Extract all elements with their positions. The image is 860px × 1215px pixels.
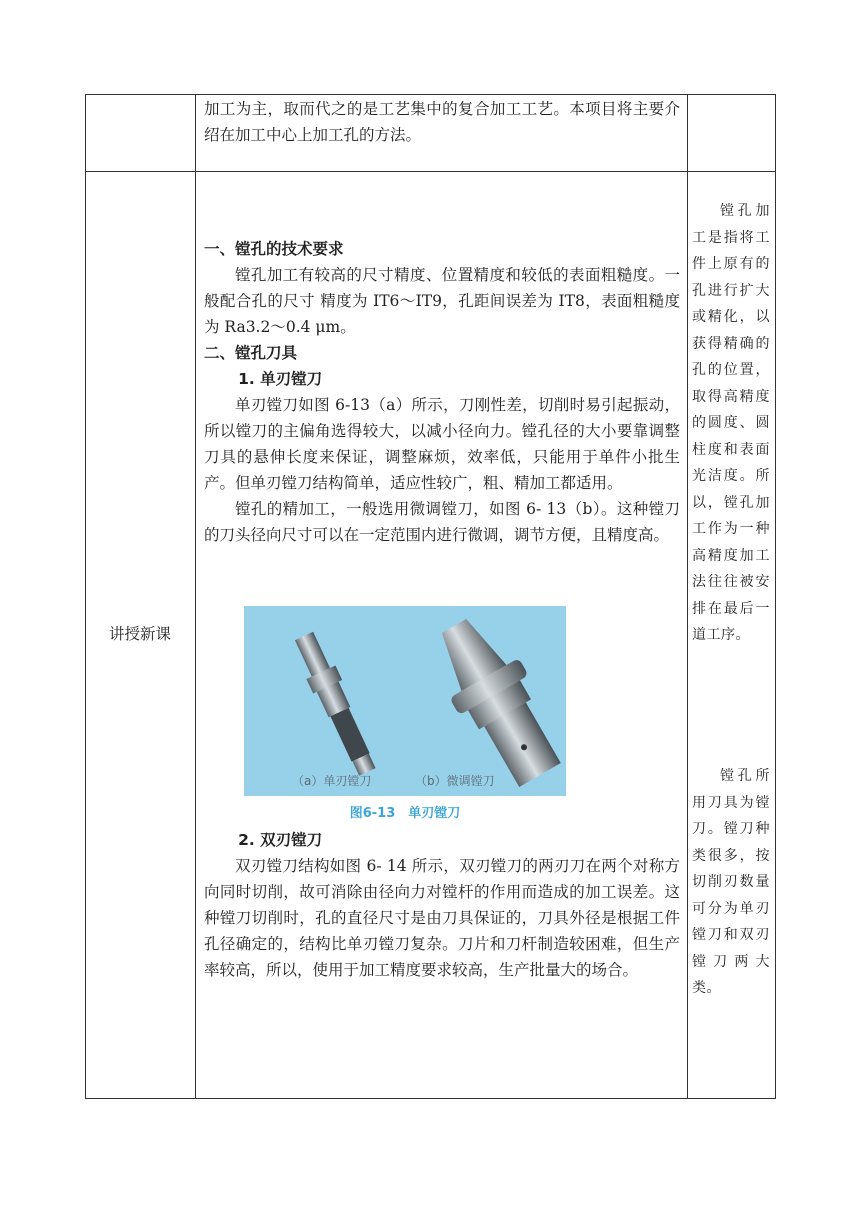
table-bottom-border xyxy=(85,1098,776,1099)
main-content-lower xyxy=(204,827,680,983)
paragraph-fine-boring: 镗孔的精加工，一般选用微调镗刀，如图 6- 13（b）。这种镗刀的刀头径向尺寸可以在一定范围内进行微调，调节方便，且精度高。 xyxy=(204,500,680,544)
table-right-border xyxy=(775,94,776,1099)
boring-tool-illustration xyxy=(244,606,566,796)
single-blade-tool xyxy=(289,629,381,778)
figure-title: 图6-13 单刃镗刀 xyxy=(349,806,461,821)
table-left-border xyxy=(85,94,86,1099)
subheading-double-blade: 2. 双刃镗刀 xyxy=(238,831,323,849)
heading-boring-requirements: 一、镗孔的技术要求 xyxy=(204,240,344,258)
main-content xyxy=(204,236,680,548)
boring-tool-figure xyxy=(244,606,566,796)
heading-boring-tools: 二、镗孔刀具 xyxy=(204,344,298,362)
paragraph-requirements: 镗孔加工有较高的尺寸精度、位置精度和较低的表面粗糙度。一般配合孔的尺寸 精度为 IT6～IT9，孔距间误差为 IT8，表面粗糙度为 Ra3.2～0.4 μm。 xyxy=(204,266,680,336)
side-note-2 xyxy=(692,763,770,1002)
paragraph-double-blade: 双刃镗刀结构如图 6- 14 所示，双刃镗刀的两刃刀在两个对称方向同时切削，故可消除由径向力对镗杆的作用而造成的加工误差。这种镗刀切削时，孔的直径尺寸是由刀具保证的，刀具外径是根据工件孔径确定的，结构比单刃镗刀复杂。刀片和刀杆制造较困难，但生产率较高，所以，使用于加工精度要求较高，生产批量大的场合。 xyxy=(204,857,680,979)
figure-caption-a: （a）单刃镗刀 xyxy=(292,774,372,788)
side-note-2-text: 镗孔所用刀具为镗刀。镗刀种类很多，按切削刃数量可分为单刃镗刀和双刃镗刀两大类。 xyxy=(692,768,770,996)
side-note-1-text: 镗孔加工是指将工件上原有的孔进行扩大或精化，以获得精确的孔的位置，取得高精度的圆度、圆柱度和表面光洁度。所以，镗孔加工作为一种高精度加工法往往被安排在最后一道工序。 xyxy=(692,203,770,643)
paragraph-single-blade: 单刃镗刀如图 6-13（a）所示，刀刚性差，切削时易引起振动，所以镗刀的主偏角选得较大，以减小径向力。镗孔径的大小要靠调整刀具的悬伸长度来保证，调整麻烦，效率低，只能用于单件小批生产。但单刃镗刀结构简单，适应性较广，粗、精加工都适用。 xyxy=(204,396,680,492)
intro-text: 加工为主，取而代之的是工艺集中的复合加工工艺。本项目将主要介绍在加工中心上加工孔的方法。 xyxy=(204,100,680,144)
table-top-border xyxy=(85,94,776,95)
fine-boring-tool xyxy=(419,606,566,795)
table-col-divider-1 xyxy=(195,94,196,1099)
table-col-divider-2 xyxy=(687,94,688,1099)
side-note-1 xyxy=(692,198,770,649)
section-label: 讲授新课 xyxy=(108,625,171,643)
subheading-single-blade: 1. 单刃镗刀 xyxy=(238,370,323,388)
figure-caption-b: （b）微调镗刀 xyxy=(415,774,495,788)
table-row-divider xyxy=(85,171,776,172)
